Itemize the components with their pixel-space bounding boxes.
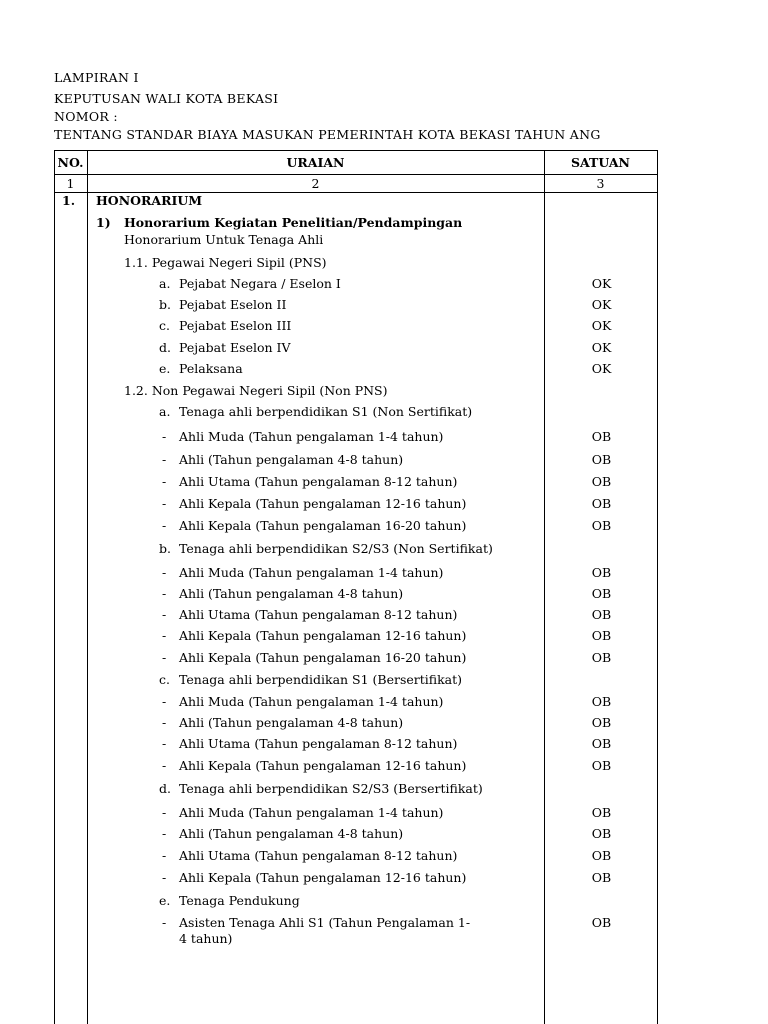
item-unit: OB [591, 474, 612, 489]
item-marker: - [162, 496, 167, 511]
item-unit: OB [591, 694, 612, 709]
item-marker: e. [159, 893, 171, 908]
item-marker: - [162, 429, 167, 444]
item-unit: OB [591, 915, 612, 930]
item-description: Tenaga ahli berpendidikan S1 (Bersertifikat) [179, 672, 463, 687]
item-marker: b. [159, 541, 171, 556]
category-pns: 1.1. Pegawai Negeri Sipil (PNS) [124, 255, 327, 270]
item-description: Ahli Utama (Tahun pengalaman 8-12 tahun) [179, 736, 458, 751]
item-marker: - [162, 518, 167, 533]
item-marker: c. [159, 672, 170, 687]
item-marker: - [162, 826, 167, 841]
item-marker: b. [159, 297, 171, 312]
item-unit: OB [591, 452, 612, 467]
item-marker: - [162, 650, 167, 665]
header-keputusan: KEPUTUSAN WALI KOTA BEKASI [54, 91, 279, 106]
item-unit: OB [591, 758, 612, 773]
subsection-title: Honorarium Kegiatan Penelitian/Pendampingan [124, 215, 463, 230]
item-description: Ahli Muda (Tahun pengalaman 1-4 tahun) [179, 429, 444, 444]
item-marker: - [162, 715, 167, 730]
item-description: Asisten Tenaga Ahli S1 (Tahun Pengalaman 1- [179, 915, 471, 930]
item-unit: OB [591, 429, 612, 444]
category-non-pns: 1.2. Non Pegawai Negeri Sipil (Non PNS) [124, 383, 388, 398]
col-header-satuan: SATUAN [571, 155, 630, 170]
item-marker: - [162, 736, 167, 751]
item-unit: OB [591, 826, 612, 841]
subsection-description: Honorarium Untuk Tenaga Ahli [124, 232, 324, 247]
item-description: Ahli Kepala (Tahun pengalaman 12-16 tahun) [179, 870, 467, 885]
item-marker: - [162, 805, 167, 820]
subsection-number: 1) [96, 215, 111, 230]
item-unit: OB [591, 565, 612, 580]
item-marker: - [162, 452, 167, 467]
item-description: Ahli Utama (Tahun pengalaman 8-12 tahun) [179, 848, 458, 863]
header-nomor: NOMOR : [54, 109, 118, 124]
header-lampiran: LAMPIRAN I [54, 70, 139, 85]
item-unit: OB [591, 496, 612, 511]
item-description: Ahli Muda (Tahun pengalaman 1-4 tahun) [179, 694, 444, 709]
item-description: Pejabat Negara / Eselon I [179, 276, 341, 291]
item-unit: OK [591, 340, 612, 355]
item-unit: OB [591, 848, 612, 863]
item-marker: - [162, 848, 167, 863]
item-marker: - [162, 870, 167, 885]
header-tentang: TENTANG STANDAR BIAYA MASUKAN PEMERINTAH KOTA BEKASI TAHUN ANG [54, 127, 601, 142]
item-marker: d. [159, 340, 171, 355]
item-marker: e. [159, 361, 171, 376]
item-description: Tenaga Pendukung [179, 893, 300, 908]
item-marker: a. [159, 276, 171, 291]
item-unit: OB [591, 586, 612, 601]
item-description: Pejabat Eselon II [179, 297, 287, 312]
item-marker: - [162, 565, 167, 580]
item-unit: OB [591, 628, 612, 643]
item-marker: - [162, 694, 167, 709]
col-number-2: 2 [311, 176, 320, 191]
item-marker: c. [159, 318, 170, 333]
item-unit: OK [591, 297, 612, 312]
item-marker: - [162, 474, 167, 489]
item-marker: - [162, 607, 167, 622]
item-description: Ahli (Tahun pengalaman 4-8 tahun) [179, 586, 404, 601]
col-number-3: 3 [596, 176, 605, 191]
item-unit: OB [591, 650, 612, 665]
item-marker: d. [159, 781, 171, 796]
item-unit: OB [591, 518, 612, 533]
item-description: Ahli Kepala (Tahun pengalaman 16-20 tahun) [179, 650, 467, 665]
item-description: Ahli Muda (Tahun pengalaman 1-4 tahun) [179, 805, 444, 820]
item-description: Ahli Kepala (Tahun pengalaman 12-16 tahun) [179, 758, 467, 773]
col-header-uraian: URAIAN [286, 155, 345, 170]
item-unit: OK [591, 361, 612, 376]
section-title: HONORARIUM [96, 193, 203, 208]
section-number: 1. [62, 193, 76, 208]
item-description: Tenaga ahli berpendidikan S1 (Non Sertifikat) [179, 404, 473, 419]
item-description: Ahli Kepala (Tahun pengalaman 12-16 tahun) [179, 496, 467, 511]
item-marker: - [162, 915, 167, 930]
item-marker: - [162, 586, 167, 601]
item-description: Tenaga ahli berpendidikan S2/S3 (Bersertifikat) [179, 781, 483, 796]
item-unit: OB [591, 805, 612, 820]
item-description: Ahli (Tahun pengalaman 4-8 tahun) [179, 826, 404, 841]
item-description: Ahli Utama (Tahun pengalaman 8-12 tahun) [179, 474, 458, 489]
item-marker: - [162, 758, 167, 773]
item-description: Pejabat Eselon III [179, 318, 292, 333]
item-description: Pejabat Eselon IV [179, 340, 291, 355]
col-header-no: NO. [57, 155, 84, 170]
item-description: Pelaksana [179, 361, 243, 376]
item-description: Ahli (Tahun pengalaman 4-8 tahun) [179, 715, 404, 730]
item-description: Ahli (Tahun pengalaman 4-8 tahun) [179, 452, 404, 467]
item-description: Ahli Utama (Tahun pengalaman 8-12 tahun) [179, 607, 458, 622]
item-unit: OB [591, 715, 612, 730]
item-unit: OB [591, 870, 612, 885]
item-marker: - [162, 628, 167, 643]
item-marker: a. [159, 404, 171, 419]
item-description: Tenaga ahli berpendidikan S2/S3 (Non Sertifikat) [179, 541, 493, 556]
col-number-1: 1 [66, 176, 75, 191]
item-unit: OB [591, 607, 612, 622]
item-description: Ahli Muda (Tahun pengalaman 1-4 tahun) [179, 565, 444, 580]
item-description: Ahli Kepala (Tahun pengalaman 16-20 tahun) [179, 518, 467, 533]
item-unit: OK [591, 276, 612, 291]
item-description: 4 tahun) [179, 931, 233, 946]
item-description: Ahli Kepala (Tahun pengalaman 12-16 tahun) [179, 628, 467, 643]
item-unit: OK [591, 318, 612, 333]
item-unit: OB [591, 736, 612, 751]
